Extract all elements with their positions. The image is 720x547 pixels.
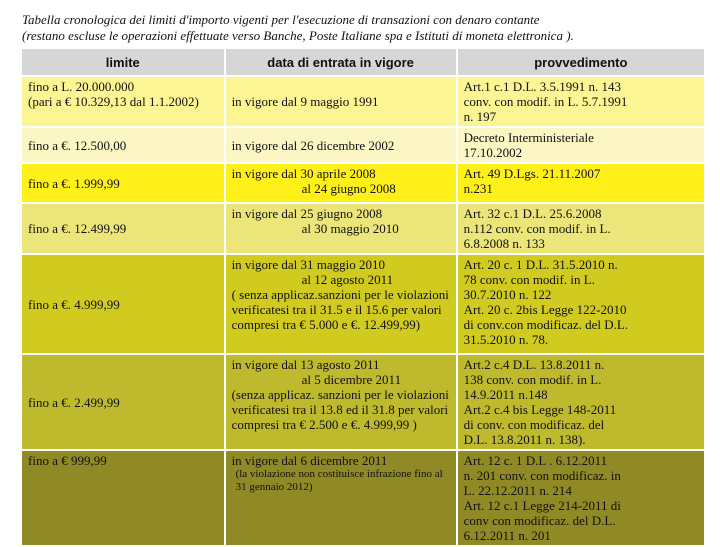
cell-data: in vigore dal 9 maggio 1991	[225, 76, 457, 127]
header-row	[21, 48, 705, 76]
table-row	[21, 254, 705, 354]
table-row	[21, 163, 705, 203]
cell-limite: fino a €. 12.500,00	[21, 127, 225, 163]
cell-limite: fino a € 999,99	[21, 450, 225, 546]
cell-data: in vigore dal 6 dicembre 2011 (la violazione non costituisce infrazione fino al 31 gennaio 2012)	[225, 450, 457, 546]
table-caption	[22, 12, 712, 44]
cell-limite: fino a €. 1.999,99	[21, 163, 225, 203]
cell-limite: fino a L. 20.000.000 (pari a € 10.329,13 dal 1.1.2002)	[21, 76, 225, 127]
cell-provvedimento: Art.1 c.1 D.L. 3.5.1991 n. 143 conv. con modif. in L. 5.7.1991 n. 197	[457, 76, 705, 127]
header-limite: limite	[21, 48, 225, 76]
limits-table	[20, 47, 706, 547]
cell-data: in vigore dal 26 dicembre 2002	[225, 127, 457, 163]
cell-provvedimento: Art. 20 c. 1 D.L. 31.5.2010 n. 78 conv. con modif. in L. 30.7.2010 n. 122 Art. 20 c. 2bis Legge 122-2010 di conv.con modificaz. del D.L. 31.5.2010 n. 78.	[457, 254, 705, 354]
cell-provvedimento: Art. 32 c.1 D.L. 25.6.2008 n.112 conv. con modif. in L. 6.8.2008 n. 133	[457, 203, 705, 254]
cell-data: in vigore dal 31 maggio 2010 al 12 agosto 2011 ( senza applicaz.sanzioni per le violazioni verificatesi tra il 31.5 e il 15.6 per valori compresi tra € 5.000 e €. 12.499,99)	[225, 254, 457, 354]
cell-data: in vigore dal 25 giugno 2008 al 30 maggio 2010	[225, 203, 457, 254]
cell-data: in vigore dal 13 agosto 2011 al 5 dicembre 2011 (senza applicaz. sanzioni per le violazioni verificatesi tra il 13.8 ed il 31.8 per valori compresi tra € 2.500 e €. 4.999,99 )	[225, 354, 457, 450]
caption-line-1: Tabella cronologica dei limiti d'importo vigenti per l'esecuzione di transazioni con denaro contante	[22, 12, 540, 27]
cell-provvedimento: Decreto Interministeriale 17.10.2002	[457, 127, 705, 163]
header-data: data di entrata in vigore	[225, 48, 457, 76]
header-provvedimento: provvedimento	[457, 48, 705, 76]
cell-provvedimento: Art. 49 D.Lgs. 21.11.2007 n.231	[457, 163, 705, 203]
table-row	[21, 354, 705, 450]
cell-provvedimento: Art.2 c.4 D.L. 13.8.2011 n. 138 conv. con modif. in L. 14.9.2011 n.148 Art.2 c.4 bis Legge 148-2011 di conv. con modificaz. del D.L. 13.8.2011 n. 138).	[457, 354, 705, 450]
cell-provvedimento: Art. 12 c. 1 D.L . 6.12.2011 n. 201 conv. con modificaz. in L. 22.12.2011 n. 214 Art. 12 c.1 Legge 214-2011 di conv con modificaz. del D.L. 6.12.2011 n. 201	[457, 450, 705, 546]
cell-limite: fino a €. 12.499,99	[21, 203, 225, 254]
table-row	[21, 203, 705, 254]
table-row	[21, 450, 705, 546]
cell-limite: fino a €. 2.499,99	[21, 354, 225, 450]
cell-data: in vigore dal 30 aprile 2008 al 24 giugno 2008	[225, 163, 457, 203]
table-row	[21, 76, 705, 127]
cell-limite: fino a €. 4.999,99	[21, 254, 225, 354]
caption-line-2: (restano escluse le operazioni effettuate verso Banche, Poste Italiane spa e Istituti di moneta elettronica ).	[22, 28, 574, 43]
table-row	[21, 127, 705, 163]
